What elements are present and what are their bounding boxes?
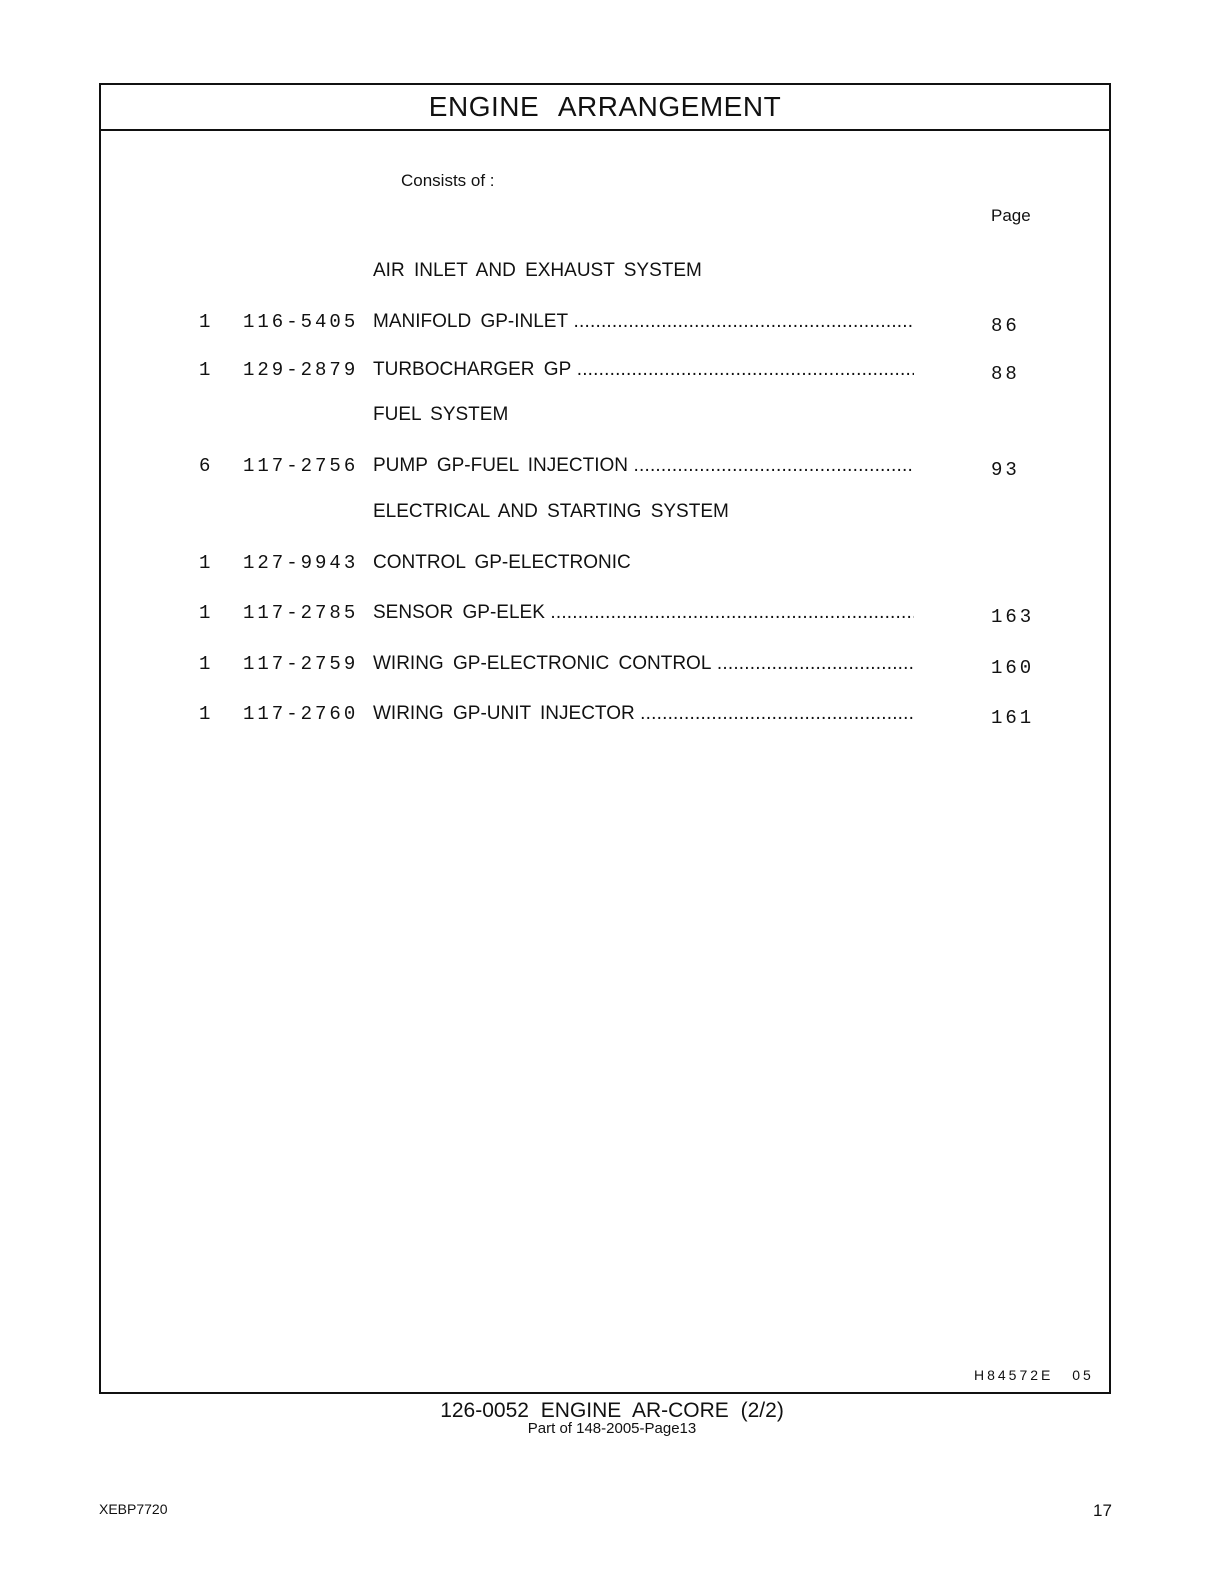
item-part-number: 117-2759	[243, 653, 359, 675]
item-description: MANIFOLD GP-INLET .....	[373, 311, 914, 333]
item-quantity: 1	[199, 653, 214, 675]
item-quantity: 1	[199, 602, 214, 624]
item-page: 163	[991, 606, 1035, 628]
item-page: 160	[991, 657, 1035, 679]
section-heading: FUEL SYSTEM	[373, 404, 509, 425]
item-quantity: 1	[199, 311, 214, 333]
item-description: WIRING GP-UNIT INJECTOR .....	[373, 703, 914, 725]
item-part-number: 129-2879	[243, 359, 359, 381]
list-item	[101, 651, 1109, 681]
list-item	[101, 309, 1109, 339]
item-page: 161	[991, 707, 1035, 729]
item-page: 93	[991, 459, 1020, 481]
list-item	[101, 357, 1109, 387]
list-item	[101, 701, 1109, 731]
page-column-label: Page	[991, 206, 1031, 225]
item-description: WIRING GP-ELECTRONIC CONTROL .....	[373, 653, 914, 675]
consists-of-label: Consists of :	[401, 171, 495, 190]
list-item	[101, 550, 1109, 580]
item-quantity: 1	[199, 359, 214, 381]
document-id: XEBP7720	[99, 1501, 168, 1517]
item-quantity: 1	[199, 703, 214, 725]
item-part-number: 116-5405	[243, 311, 359, 333]
item-description: SENSOR GP-ELEK .....	[373, 602, 914, 624]
item-page: 86	[991, 315, 1020, 337]
item-page: 88	[991, 363, 1020, 385]
item-part-number: 117-2756	[243, 455, 359, 477]
item-part-number: 117-2760	[243, 703, 359, 725]
list-item	[101, 600, 1109, 630]
footer-title: 126-0052 ENGINE AR-CORE (2/2)	[440, 1399, 784, 1422]
section-heading: AIR INLET AND EXHAUST SYSTEM	[373, 260, 702, 281]
list-item	[101, 453, 1109, 483]
item-description: TURBOCHARGER GP .....	[373, 359, 914, 381]
item-part-number: 127-9943	[243, 552, 359, 574]
page-title: ENGINE ARRANGEMENT	[101, 85, 1109, 131]
item-description: PUMP GP-FUEL INJECTION .....	[373, 455, 914, 477]
illustration-code: H84572E 05	[974, 1367, 1094, 1383]
document-frame	[99, 83, 1111, 1394]
item-quantity: 1	[199, 552, 214, 574]
item-description: CONTROL GP-ELECTRONIC	[373, 552, 631, 573]
section-heading: ELECTRICAL AND STARTING SYSTEM	[373, 501, 729, 522]
item-quantity: 6	[199, 455, 214, 477]
footer-subtitle: Part of 148-2005-Page13	[527, 1420, 697, 1437]
item-part-number: 117-2785	[243, 602, 359, 624]
page-number: 17	[1093, 1501, 1112, 1520]
